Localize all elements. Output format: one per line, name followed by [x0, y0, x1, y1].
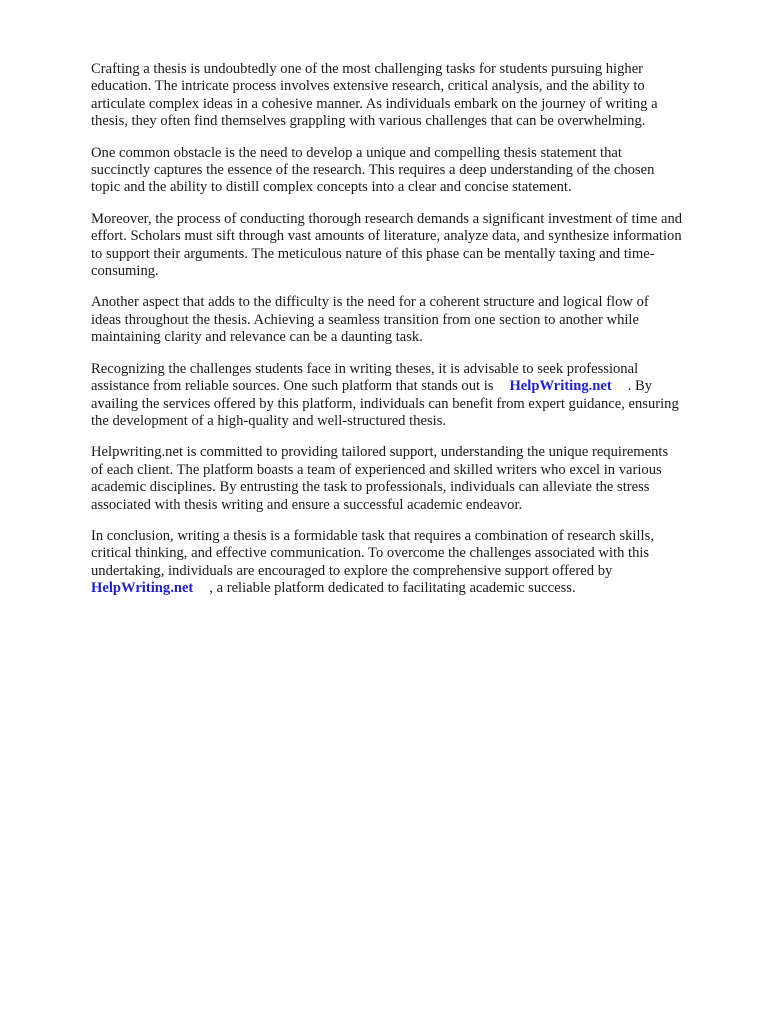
text-line: Recognizing the challenges students face in writing theses, it is advisable to seek professional [91, 360, 639, 377]
text-line: the development of a high-quality and well-structured thesis. [91, 412, 447, 429]
text-line-with-link [91, 580, 731, 597]
text-line: to support their arguments. The meticulous nature of this phase can be mentally taxing and time- [91, 245, 655, 262]
paragraph-professional-help [91, 361, 731, 431]
helpwriting-link[interactable]: HelpWriting.net [91, 580, 194, 597]
text-line: maintaining clarity and relevance can be a daunting task. [91, 329, 423, 346]
text-line: academic disciplines. By entrusting the task to professionals, individuals can alleviate the stress [91, 479, 650, 496]
text-line: Crafting a thesis is undoubtedly one of the most challenging tasks for students pursuing higher [91, 61, 644, 77]
text-line: succinctly captures the essence of the research. This requires a deep understanding of the chosen [91, 162, 655, 179]
helpwriting-link[interactable]: HelpWriting.net [509, 378, 612, 395]
text-line: consuming. [91, 263, 159, 280]
text-line: undertaking, individuals are encouraged to explore the comprehensive support offered by [91, 562, 613, 579]
document-body [91, 61, 731, 612]
paragraph-structure [91, 294, 731, 346]
text-line: topic and the ability to distill complex concepts into a clear and concise statement. [91, 179, 572, 196]
paragraph-conclusion [91, 528, 731, 598]
text-line: Another aspect that adds to the difficulty is the need for a coherent structure and logical flow of [91, 294, 649, 311]
paragraph-helpwriting [91, 444, 731, 514]
text-line: ideas throughout the thesis. Achieving a seamless transition from one section to another while [91, 311, 639, 328]
text-line: articulate complex ideas in a cohesive manner. As individuals embark on the journey of writing a [91, 95, 658, 112]
text-line-with-link [91, 378, 731, 395]
text-segment: , a reliable platform dedicated to facilitating academic success. [209, 580, 576, 597]
text-line: effort. Scholars must sift through vast amounts of literature, analyze data, and synthesize information [91, 228, 682, 245]
text-segment: assistance from reliable sources. One such platform that stands out is [91, 378, 494, 395]
text-line: associated with thesis writing and ensure a successful academic endeavor. [91, 496, 523, 513]
text-line: One common obstacle is the need to develop a unique and compelling thesis statement that [91, 144, 622, 161]
paragraph-research [91, 211, 731, 281]
paragraph-thesis-statement [91, 145, 731, 197]
text-line: critical thinking, and effective communication. To overcome the challenges associated with this [91, 545, 650, 562]
text-segment: . By [627, 378, 653, 395]
text-line: Helpwriting.net is committed to providing tailored support, understanding the unique requirements [91, 444, 669, 461]
text-line: education. The intricate process involves extensive research, critical analysis, and the ability to [91, 78, 645, 95]
text-line: thesis, they often find themselves grappling with various challenges that can be overwhelming. [91, 113, 646, 130]
text-line: of each client. The platform boasts a team of experienced and skilled writers who excel in various [91, 461, 662, 478]
text-line: In conclusion, writing a thesis is a formidable task that requires a combination of research skills, [91, 527, 654, 544]
text-line: availing the services offered by this platform, individuals can benefit from expert guidance, ensuring [91, 395, 679, 412]
paragraph-intro [91, 61, 731, 131]
text-line: Moreover, the process of conducting thorough research demands a significant investment of time and [91, 210, 683, 227]
